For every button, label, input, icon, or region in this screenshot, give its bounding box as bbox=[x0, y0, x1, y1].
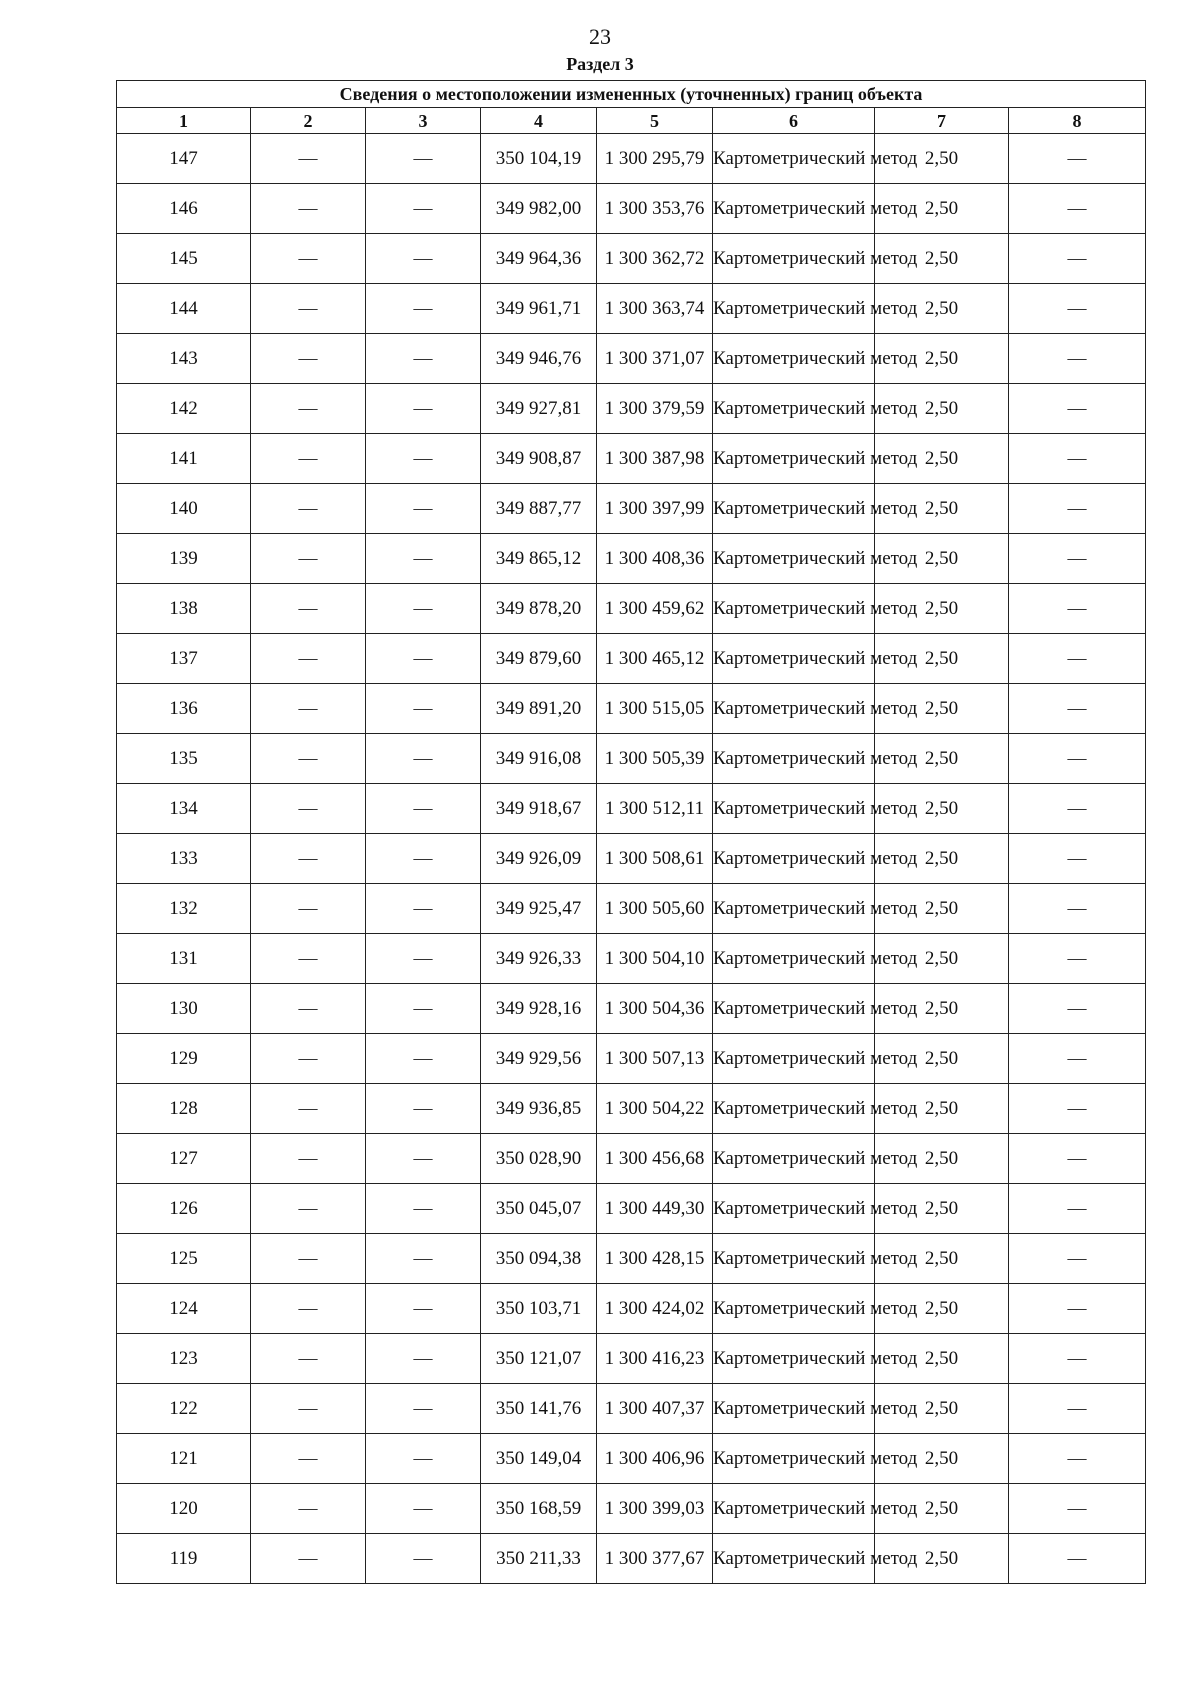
method-cell: Картометрический метод bbox=[713, 984, 875, 1034]
method-cell: Картометрический метод bbox=[713, 234, 875, 284]
point-number-cell: 138 bbox=[117, 584, 251, 634]
point-number-cell: 129 bbox=[117, 1034, 251, 1084]
column-number: 5 bbox=[597, 108, 713, 134]
coordinate-y-cell: 1 300 465,12 bbox=[597, 634, 713, 684]
page-number: 23 bbox=[589, 24, 611, 49]
table-row bbox=[117, 1184, 1146, 1234]
method-cell: Картометрический метод bbox=[713, 1384, 875, 1434]
accuracy-cell: 2,50 bbox=[875, 1134, 1009, 1184]
column-2-cell: — bbox=[251, 1134, 366, 1184]
method-cell: Картометрический метод bbox=[713, 1334, 875, 1384]
table-row bbox=[117, 1534, 1146, 1584]
column-number: 6 bbox=[713, 108, 875, 134]
column-8-cell: — bbox=[1009, 284, 1146, 334]
method-cell: Картометрический метод bbox=[713, 1034, 875, 1084]
point-number-cell: 126 bbox=[117, 1184, 251, 1234]
column-8-cell: — bbox=[1009, 834, 1146, 884]
method-cell: Картометрический метод bbox=[713, 834, 875, 884]
coordinate-y-cell: 1 300 416,23 bbox=[597, 1334, 713, 1384]
table-row bbox=[117, 834, 1146, 884]
table-row bbox=[117, 484, 1146, 534]
column-8-cell: — bbox=[1009, 184, 1146, 234]
point-number-cell: 134 bbox=[117, 784, 251, 834]
column-8-cell: — bbox=[1009, 1034, 1146, 1084]
table-row bbox=[117, 334, 1146, 384]
table-row bbox=[117, 984, 1146, 1034]
column-8-cell: — bbox=[1009, 584, 1146, 634]
column-2-cell: — bbox=[251, 784, 366, 834]
column-2-cell: — bbox=[251, 984, 366, 1034]
method-cell: Картометрический метод bbox=[713, 134, 875, 184]
column-2-cell: — bbox=[251, 1484, 366, 1534]
column-3-cell: — bbox=[366, 984, 481, 1034]
column-8-cell: — bbox=[1009, 784, 1146, 834]
column-3-cell: — bbox=[366, 1434, 481, 1484]
column-2-cell: — bbox=[251, 334, 366, 384]
column-2-cell: — bbox=[251, 1084, 366, 1134]
column-3-cell: — bbox=[366, 684, 481, 734]
method-cell: Картометрический метод bbox=[713, 334, 875, 384]
column-2-cell: — bbox=[251, 1334, 366, 1384]
coordinate-x-cell: 349 878,20 bbox=[481, 584, 597, 634]
coordinate-y-cell: 1 300 456,68 bbox=[597, 1134, 713, 1184]
table-row bbox=[117, 284, 1146, 334]
point-number-cell: 127 bbox=[117, 1134, 251, 1184]
column-3-cell: — bbox=[366, 1184, 481, 1234]
point-number-cell: 136 bbox=[117, 684, 251, 734]
point-number-cell: 145 bbox=[117, 234, 251, 284]
column-number: 4 bbox=[481, 108, 597, 134]
table-row bbox=[117, 784, 1146, 834]
coordinate-y-cell: 1 300 504,36 bbox=[597, 984, 713, 1034]
table-body bbox=[117, 81, 1146, 1584]
coordinate-x-cell: 349 908,87 bbox=[481, 434, 597, 484]
coordinate-y-cell: 1 300 459,62 bbox=[597, 584, 713, 634]
method-cell: Картометрический метод bbox=[713, 434, 875, 484]
method-cell: Картометрический метод bbox=[713, 1484, 875, 1534]
coordinate-x-cell: 349 926,09 bbox=[481, 834, 597, 884]
coordinate-y-cell: 1 300 377,67 bbox=[597, 1534, 713, 1584]
coordinate-x-cell: 349 925,47 bbox=[481, 884, 597, 934]
method-cell: Картометрический метод bbox=[713, 1134, 875, 1184]
table-row bbox=[117, 584, 1146, 634]
column-8-cell: — bbox=[1009, 234, 1146, 284]
table-row bbox=[117, 884, 1146, 934]
coordinate-x-cell: 349 891,20 bbox=[481, 684, 597, 734]
coordinate-x-cell: 350 149,04 bbox=[481, 1434, 597, 1484]
accuracy-cell: 2,50 bbox=[875, 734, 1009, 784]
accuracy-cell: 2,50 bbox=[875, 134, 1009, 184]
coordinate-x-cell: 349 928,16 bbox=[481, 984, 597, 1034]
column-2-cell: — bbox=[251, 884, 366, 934]
column-2-cell: — bbox=[251, 1534, 366, 1584]
method-cell: Картометрический метод bbox=[713, 1234, 875, 1284]
column-8-cell: — bbox=[1009, 1084, 1146, 1134]
column-3-cell: — bbox=[366, 1334, 481, 1384]
point-number-cell: 130 bbox=[117, 984, 251, 1034]
column-2-cell: — bbox=[251, 934, 366, 984]
point-number-cell: 133 bbox=[117, 834, 251, 884]
column-3-cell: — bbox=[366, 634, 481, 684]
accuracy-cell: 2,50 bbox=[875, 934, 1009, 984]
coordinate-y-cell: 1 300 407,37 bbox=[597, 1384, 713, 1434]
table-caption: Сведения о местоположении измененных (уточненных) границ объекта bbox=[117, 81, 1146, 108]
accuracy-cell: 2,50 bbox=[875, 884, 1009, 934]
table-row bbox=[117, 1334, 1146, 1384]
column-3-cell: — bbox=[366, 1384, 481, 1434]
method-cell: Картометрический метод bbox=[713, 934, 875, 984]
column-2-cell: — bbox=[251, 284, 366, 334]
column-3-cell: — bbox=[366, 1234, 481, 1284]
method-cell: Картометрический метод bbox=[713, 634, 875, 684]
table-row bbox=[117, 534, 1146, 584]
coordinate-x-cell: 349 961,71 bbox=[481, 284, 597, 334]
method-cell: Картометрический метод bbox=[713, 684, 875, 734]
accuracy-cell: 2,50 bbox=[875, 284, 1009, 334]
coordinate-y-cell: 1 300 512,11 bbox=[597, 784, 713, 834]
column-2-cell: — bbox=[251, 734, 366, 784]
column-3-cell: — bbox=[366, 534, 481, 584]
method-cell: Картометрический метод bbox=[713, 884, 875, 934]
coordinate-y-cell: 1 300 397,99 bbox=[597, 484, 713, 534]
point-number-cell: 122 bbox=[117, 1384, 251, 1434]
coordinate-x-cell: 349 982,00 bbox=[481, 184, 597, 234]
column-8-cell: — bbox=[1009, 134, 1146, 184]
coordinate-y-cell: 1 300 504,22 bbox=[597, 1084, 713, 1134]
column-3-cell: — bbox=[366, 884, 481, 934]
coordinate-x-cell: 349 946,76 bbox=[481, 334, 597, 384]
table-row bbox=[117, 1384, 1146, 1434]
accuracy-cell: 2,50 bbox=[875, 1184, 1009, 1234]
table-row bbox=[117, 134, 1146, 184]
coordinate-x-cell: 350 103,71 bbox=[481, 1284, 597, 1334]
accuracy-cell: 2,50 bbox=[875, 834, 1009, 884]
column-2-cell: — bbox=[251, 1184, 366, 1234]
coordinate-x-cell: 350 211,33 bbox=[481, 1534, 597, 1584]
column-2-cell: — bbox=[251, 434, 366, 484]
column-number: 7 bbox=[875, 108, 1009, 134]
point-number-cell: 131 bbox=[117, 934, 251, 984]
table-row bbox=[117, 1284, 1146, 1334]
column-3-cell: — bbox=[366, 1134, 481, 1184]
column-2-cell: — bbox=[251, 1284, 366, 1334]
point-number-cell: 147 bbox=[117, 134, 251, 184]
accuracy-cell: 2,50 bbox=[875, 1484, 1009, 1534]
coordinate-x-cell: 349 865,12 bbox=[481, 534, 597, 584]
column-3-cell: — bbox=[366, 1534, 481, 1584]
accuracy-cell: 2,50 bbox=[875, 1434, 1009, 1484]
coordinate-y-cell: 1 300 505,60 bbox=[597, 884, 713, 934]
table-caption-row bbox=[117, 81, 1146, 108]
table-row bbox=[117, 684, 1146, 734]
point-number-cell: 141 bbox=[117, 434, 251, 484]
column-2-cell: — bbox=[251, 134, 366, 184]
coordinate-x-cell: 350 104,19 bbox=[481, 134, 597, 184]
column-3-cell: — bbox=[366, 234, 481, 284]
point-number-cell: 120 bbox=[117, 1484, 251, 1534]
coordinate-x-cell: 349 964,36 bbox=[481, 234, 597, 284]
coordinate-y-cell: 1 300 428,15 bbox=[597, 1234, 713, 1284]
coordinate-x-cell: 349 879,60 bbox=[481, 634, 597, 684]
coordinate-y-cell: 1 300 353,76 bbox=[597, 184, 713, 234]
accuracy-cell: 2,50 bbox=[875, 484, 1009, 534]
column-number: 1 bbox=[117, 108, 251, 134]
column-2-cell: — bbox=[251, 1434, 366, 1484]
accuracy-cell: 2,50 bbox=[875, 1534, 1009, 1584]
coordinate-x-cell: 349 916,08 bbox=[481, 734, 597, 784]
method-cell: Картометрический метод bbox=[713, 1434, 875, 1484]
column-8-cell: — bbox=[1009, 734, 1146, 784]
method-cell: Картометрический метод bbox=[713, 1534, 875, 1584]
column-3-cell: — bbox=[366, 434, 481, 484]
column-2-cell: — bbox=[251, 234, 366, 284]
column-8-cell: — bbox=[1009, 484, 1146, 534]
coordinate-x-cell: 349 936,85 bbox=[481, 1084, 597, 1134]
column-8-cell: — bbox=[1009, 534, 1146, 584]
column-2-cell: — bbox=[251, 184, 366, 234]
method-cell: Картометрический метод bbox=[713, 384, 875, 434]
column-8-cell: — bbox=[1009, 1234, 1146, 1284]
accuracy-cell: 2,50 bbox=[875, 1384, 1009, 1434]
coordinate-x-cell: 349 918,67 bbox=[481, 784, 597, 834]
table-row bbox=[117, 1484, 1146, 1534]
column-8-cell: — bbox=[1009, 1484, 1146, 1534]
column-8-cell: — bbox=[1009, 684, 1146, 734]
table-row bbox=[117, 384, 1146, 434]
column-8-cell: — bbox=[1009, 434, 1146, 484]
method-cell: Картометрический метод bbox=[713, 584, 875, 634]
coordinate-x-cell: 349 926,33 bbox=[481, 934, 597, 984]
column-3-cell: — bbox=[366, 934, 481, 984]
coordinate-x-cell: 349 887,77 bbox=[481, 484, 597, 534]
table-row bbox=[117, 634, 1146, 684]
accuracy-cell: 2,50 bbox=[875, 384, 1009, 434]
coordinate-y-cell: 1 300 406,96 bbox=[597, 1434, 713, 1484]
coordinate-y-cell: 1 300 379,59 bbox=[597, 384, 713, 434]
column-8-cell: — bbox=[1009, 334, 1146, 384]
column-2-cell: — bbox=[251, 1034, 366, 1084]
accuracy-cell: 2,50 bbox=[875, 634, 1009, 684]
coordinate-y-cell: 1 300 295,79 bbox=[597, 134, 713, 184]
column-8-cell: — bbox=[1009, 884, 1146, 934]
coordinate-y-cell: 1 300 515,05 bbox=[597, 684, 713, 734]
column-3-cell: — bbox=[366, 1484, 481, 1534]
coordinate-x-cell: 349 929,56 bbox=[481, 1034, 597, 1084]
column-number-row bbox=[117, 108, 1146, 134]
coordinate-x-cell: 350 094,38 bbox=[481, 1234, 597, 1284]
point-number-cell: 128 bbox=[117, 1084, 251, 1134]
table-row bbox=[117, 734, 1146, 784]
method-cell: Картометрический метод bbox=[713, 1284, 875, 1334]
column-8-cell: — bbox=[1009, 1384, 1146, 1434]
table-row bbox=[117, 1084, 1146, 1134]
column-8-cell: — bbox=[1009, 984, 1146, 1034]
coordinate-y-cell: 1 300 371,07 bbox=[597, 334, 713, 384]
table-row bbox=[117, 934, 1146, 984]
column-2-cell: — bbox=[251, 484, 366, 534]
table-row bbox=[117, 1034, 1146, 1084]
coordinate-x-cell: 350 121,07 bbox=[481, 1334, 597, 1384]
point-number-cell: 143 bbox=[117, 334, 251, 384]
method-cell: Картометрический метод bbox=[713, 1084, 875, 1134]
method-cell: Картометрический метод bbox=[713, 484, 875, 534]
column-3-cell: — bbox=[366, 134, 481, 184]
accuracy-cell: 2,50 bbox=[875, 1234, 1009, 1284]
column-3-cell: — bbox=[366, 334, 481, 384]
coordinate-y-cell: 1 300 449,30 bbox=[597, 1184, 713, 1234]
column-2-cell: — bbox=[251, 834, 366, 884]
coordinate-y-cell: 1 300 504,10 bbox=[597, 934, 713, 984]
column-8-cell: — bbox=[1009, 934, 1146, 984]
accuracy-cell: 2,50 bbox=[875, 784, 1009, 834]
column-2-cell: — bbox=[251, 384, 366, 434]
column-2-cell: — bbox=[251, 1384, 366, 1434]
column-2-cell: — bbox=[251, 634, 366, 684]
column-number: 2 bbox=[251, 108, 366, 134]
column-3-cell: — bbox=[366, 834, 481, 884]
point-number-cell: 119 bbox=[117, 1534, 251, 1584]
point-number-cell: 142 bbox=[117, 384, 251, 434]
table-row bbox=[117, 434, 1146, 484]
coordinate-x-cell: 350 168,59 bbox=[481, 1484, 597, 1534]
column-8-cell: — bbox=[1009, 1284, 1146, 1334]
method-cell: Картометрический метод bbox=[713, 184, 875, 234]
coordinate-x-cell: 350 045,07 bbox=[481, 1184, 597, 1234]
method-cell: Картометрический метод bbox=[713, 734, 875, 784]
coordinate-x-cell: 349 927,81 bbox=[481, 384, 597, 434]
method-cell: Картометрический метод bbox=[713, 534, 875, 584]
coordinate-y-cell: 1 300 424,02 bbox=[597, 1284, 713, 1334]
accuracy-cell: 2,50 bbox=[875, 684, 1009, 734]
method-cell: Картометрический метод bbox=[713, 284, 875, 334]
point-number-cell: 135 bbox=[117, 734, 251, 784]
column-3-cell: — bbox=[366, 584, 481, 634]
coordinate-y-cell: 1 300 408,36 bbox=[597, 534, 713, 584]
coordinate-y-cell: 1 300 508,61 bbox=[597, 834, 713, 884]
table-row bbox=[117, 1234, 1146, 1284]
point-number-cell: 121 bbox=[117, 1434, 251, 1484]
column-8-cell: — bbox=[1009, 1534, 1146, 1584]
point-number-cell: 132 bbox=[117, 884, 251, 934]
coordinate-y-cell: 1 300 387,98 bbox=[597, 434, 713, 484]
column-3-cell: — bbox=[366, 384, 481, 434]
column-8-cell: — bbox=[1009, 1184, 1146, 1234]
column-8-cell: — bbox=[1009, 1134, 1146, 1184]
point-number-cell: 125 bbox=[117, 1234, 251, 1284]
coordinate-x-cell: 350 028,90 bbox=[481, 1134, 597, 1184]
column-3-cell: — bbox=[366, 1034, 481, 1084]
column-8-cell: — bbox=[1009, 1434, 1146, 1484]
accuracy-cell: 2,50 bbox=[875, 1334, 1009, 1384]
column-3-cell: — bbox=[366, 1084, 481, 1134]
column-2-cell: — bbox=[251, 684, 366, 734]
column-3-cell: — bbox=[366, 284, 481, 334]
column-3-cell: — bbox=[366, 734, 481, 784]
accuracy-cell: 2,50 bbox=[875, 1084, 1009, 1134]
point-number-cell: 123 bbox=[117, 1334, 251, 1384]
accuracy-cell: 2,50 bbox=[875, 434, 1009, 484]
table-row bbox=[117, 184, 1146, 234]
coordinate-x-cell: 350 141,76 bbox=[481, 1384, 597, 1434]
coordinate-y-cell: 1 300 362,72 bbox=[597, 234, 713, 284]
coordinate-y-cell: 1 300 505,39 bbox=[597, 734, 713, 784]
column-2-cell: — bbox=[251, 1234, 366, 1284]
point-number-cell: 124 bbox=[117, 1284, 251, 1334]
boundary-table bbox=[116, 80, 1146, 1584]
coordinate-y-cell: 1 300 507,13 bbox=[597, 1034, 713, 1084]
column-8-cell: — bbox=[1009, 1334, 1146, 1384]
method-cell: Картометрический метод bbox=[713, 1184, 875, 1234]
point-number-cell: 139 bbox=[117, 534, 251, 584]
section-title: Раздел 3 bbox=[566, 54, 634, 74]
column-8-cell: — bbox=[1009, 634, 1146, 684]
column-number: 3 bbox=[366, 108, 481, 134]
column-number: 8 bbox=[1009, 108, 1146, 134]
table-row bbox=[117, 234, 1146, 284]
column-3-cell: — bbox=[366, 484, 481, 534]
point-number-cell: 140 bbox=[117, 484, 251, 534]
table-row bbox=[117, 1434, 1146, 1484]
accuracy-cell: 2,50 bbox=[875, 984, 1009, 1034]
accuracy-cell: 2,50 bbox=[875, 334, 1009, 384]
accuracy-cell: 2,50 bbox=[875, 184, 1009, 234]
accuracy-cell: 2,50 bbox=[875, 584, 1009, 634]
column-3-cell: — bbox=[366, 784, 481, 834]
point-number-cell: 137 bbox=[117, 634, 251, 684]
accuracy-cell: 2,50 bbox=[875, 234, 1009, 284]
column-8-cell: — bbox=[1009, 384, 1146, 434]
accuracy-cell: 2,50 bbox=[875, 1284, 1009, 1334]
method-cell: Картометрический метод bbox=[713, 784, 875, 834]
accuracy-cell: 2,50 bbox=[875, 534, 1009, 584]
column-3-cell: — bbox=[366, 1284, 481, 1334]
coordinate-y-cell: 1 300 363,74 bbox=[597, 284, 713, 334]
column-3-cell: — bbox=[366, 184, 481, 234]
point-number-cell: 144 bbox=[117, 284, 251, 334]
accuracy-cell: 2,50 bbox=[875, 1034, 1009, 1084]
point-number-cell: 146 bbox=[117, 184, 251, 234]
column-2-cell: — bbox=[251, 584, 366, 634]
coordinate-y-cell: 1 300 399,03 bbox=[597, 1484, 713, 1534]
column-2-cell: — bbox=[251, 534, 366, 584]
table-row bbox=[117, 1134, 1146, 1184]
